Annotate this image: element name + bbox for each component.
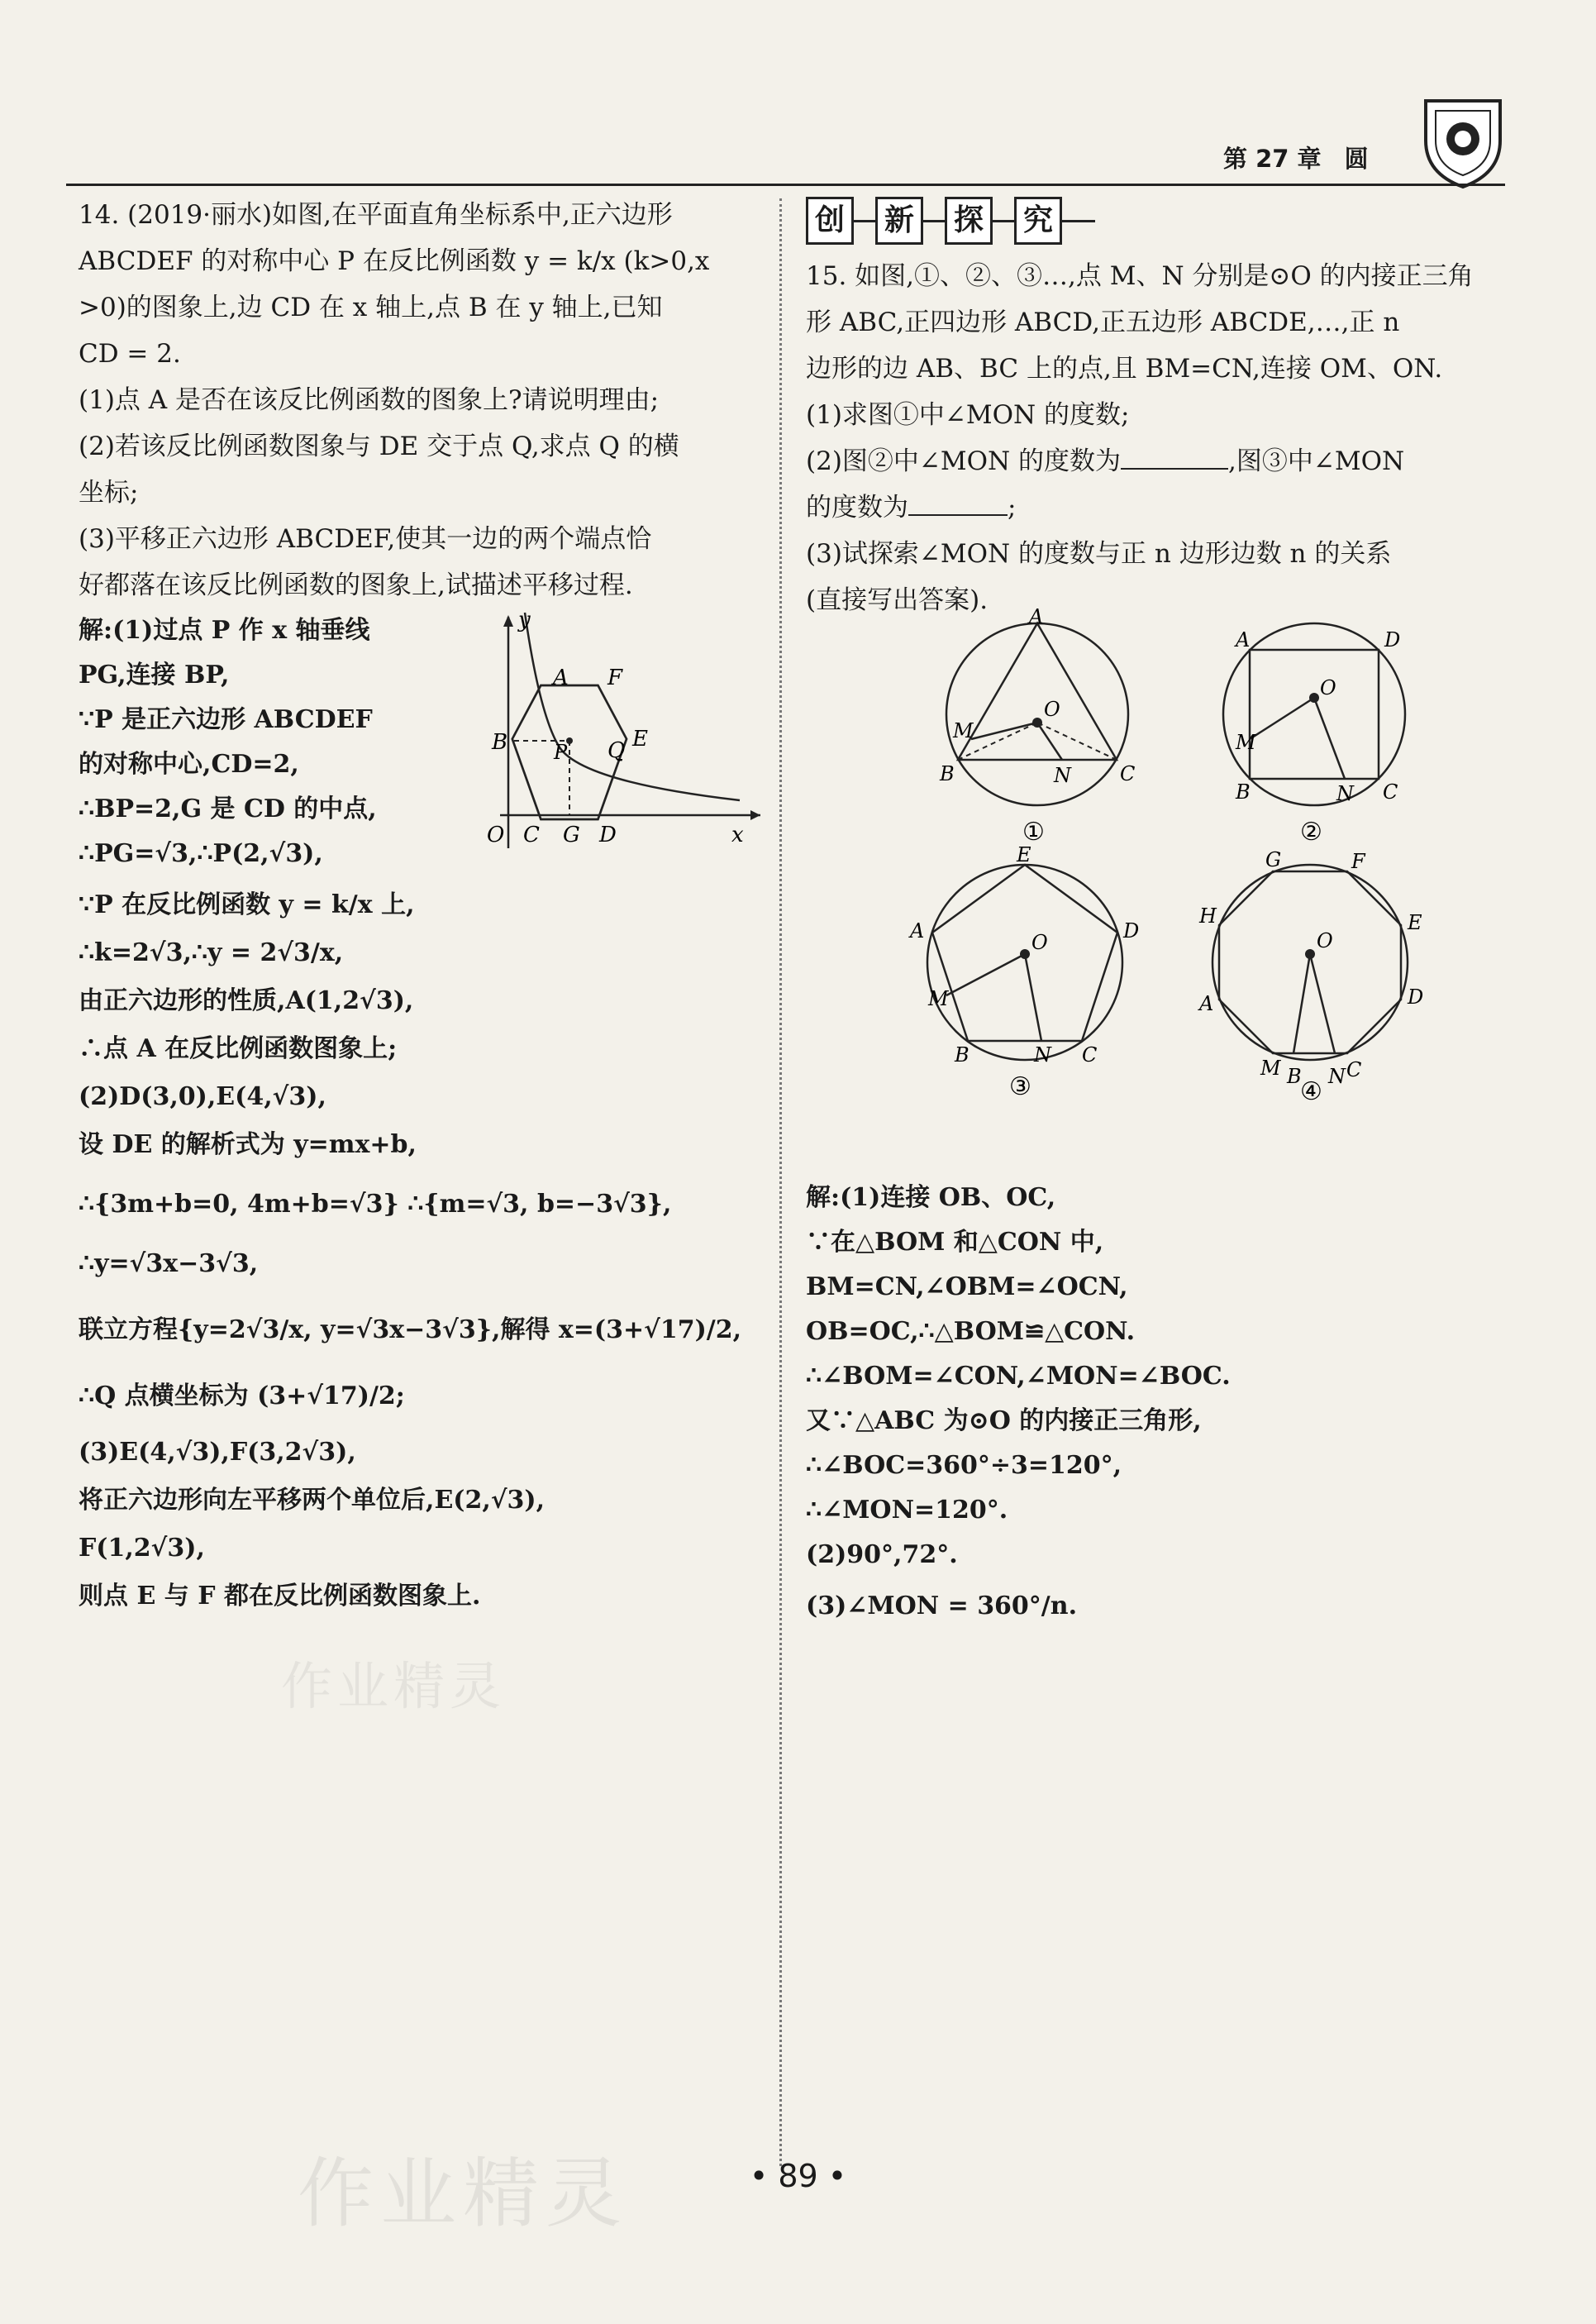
fig14-label: D — [599, 823, 617, 847]
svg-text:B: B — [1287, 1065, 1302, 1088]
fig14-label: C — [523, 823, 540, 847]
figure-pentagon — [908, 843, 1139, 1101]
figure-octagon — [1198, 848, 1423, 1106]
banner-connector — [993, 220, 1014, 222]
solution-line: ∵P 在反比例函数 y = k/x 上, — [79, 890, 415, 919]
solution-line: 又∵△ABC 为⊙O 的内接正三角形, — [806, 1406, 1202, 1435]
q14-line: 坐标; — [79, 478, 139, 508]
svg-text:E: E — [1408, 911, 1422, 934]
q15-text: ; — [1008, 493, 1017, 523]
svg-text:D: D — [1408, 985, 1424, 1009]
svg-text:C: C — [1383, 780, 1398, 804]
solution-line: 联立方程{y=2√3/x, y=√3x−3√3},解得 x=(3+√17)/2, — [79, 1315, 742, 1344]
figure-caption: ④ — [1300, 1077, 1322, 1106]
solution-line: 的对称中心,CD=2, — [79, 750, 299, 779]
figure-triangle — [939, 605, 1135, 847]
solution-line: OB=OC,∴△BOM≌△CON. — [806, 1317, 1136, 1346]
q14-solution-part2 — [79, 881, 765, 1620]
svg-text:M: M — [928, 987, 949, 1010]
publisher-emblem-icon — [1417, 91, 1508, 190]
chapter-number: 第 27 章 — [1223, 145, 1322, 173]
svg-text:O: O — [1320, 676, 1336, 699]
q14-line: >0)的图象上,边 CD 在 x 轴上,点 B 在 y 轴上,已知 — [79, 293, 663, 322]
answer-blank — [908, 489, 1008, 516]
fig14-label: y — [518, 608, 531, 632]
svg-text:C: C — [1082, 1043, 1098, 1067]
svg-text:A: A — [910, 919, 925, 942]
svg-text:B: B — [940, 762, 955, 785]
chapter-header — [1223, 141, 1384, 174]
svg-text:B: B — [1236, 780, 1251, 804]
q14-solution-part1 — [79, 608, 442, 876]
solution-line: ∴点 A 在反比例函数图象上; — [79, 1034, 398, 1063]
q14-part2: (2)若该反比例函数图象与 DE 交于点 Q,求点 Q 的横 — [79, 432, 679, 461]
innovation-banner — [806, 192, 1508, 250]
watermark-bottom: 作业精灵 — [298, 2150, 629, 2238]
fig14-label: G — [563, 823, 580, 847]
solution-line: F(1,2√3), — [79, 1534, 205, 1563]
fig14-label: Q — [607, 738, 626, 763]
fig14-label: B — [492, 730, 508, 755]
svg-text:E: E — [1017, 843, 1031, 866]
solution-line: PG,连接 BP, — [79, 661, 230, 690]
polygon-circle-figures — [806, 605, 1508, 1152]
solution-line: 由正六边形的性质,A(1,2√3), — [79, 986, 414, 1015]
solution-line: ∴k=2√3,∴y = 2√3/x, — [79, 938, 344, 967]
solution-line: (2)D(3,0),E(4,√3), — [79, 1082, 326, 1111]
fig14-label: F — [607, 666, 623, 690]
banner-char: 探 — [945, 197, 993, 245]
banner-char: 究 — [1014, 197, 1062, 245]
svg-text:C: C — [1120, 762, 1136, 785]
svg-text:A: A — [1029, 605, 1044, 628]
question-14 — [79, 192, 765, 1620]
fig14-label: P — [554, 741, 568, 764]
banner-char: 新 — [875, 197, 923, 245]
q14-part3: (3)平移正六边形 ABCDEF,使其一边的两个端点恰 — [79, 524, 652, 554]
solution-line: ∴∠BOM=∠CON,∠MON=∠BOC. — [806, 1362, 1231, 1391]
solution-line: 设 DE 的解析式为 y=mx+b, — [79, 1130, 417, 1159]
svg-text:O: O — [1031, 931, 1048, 954]
svg-text:O: O — [1044, 698, 1060, 721]
banner-connector — [923, 220, 945, 222]
svg-text:B: B — [955, 1043, 970, 1067]
svg-text:A: A — [1236, 628, 1251, 651]
banner-char: 创 — [806, 197, 854, 245]
figure-caption: ② — [1300, 818, 1322, 847]
figure-caption: ① — [1022, 818, 1045, 847]
svg-text:M: M — [1260, 1057, 1281, 1080]
svg-text:N: N — [1336, 782, 1354, 805]
solution-line: (3)E(4,√3),F(3,2√3), — [79, 1438, 356, 1467]
figure-square — [1223, 623, 1405, 847]
solution-line: ∴PG=√3,∴P(2,√3), — [79, 839, 323, 868]
header-rule — [66, 184, 1505, 186]
column-divider — [779, 198, 782, 2166]
svg-text:D: D — [1123, 919, 1140, 942]
svg-text:H: H — [1199, 904, 1217, 928]
svg-text:M: M — [953, 719, 974, 742]
q14-line: ABCDEF 的对称中心 P 在反比例函数 y = k/x (k>0,x — [79, 246, 710, 276]
q14-line: 好都落在该反比例函数的图象上,试描述平移过程. — [79, 570, 633, 600]
fig14-label: x — [731, 823, 744, 847]
solution-line: 解:(1)连接 OB、OC, — [806, 1183, 1056, 1212]
solution-line: ∴Q 点横坐标为 (3+√17)/2; — [79, 1382, 405, 1410]
fig14-label: E — [632, 727, 648, 752]
solution-line: (2)90°,72°. — [806, 1540, 958, 1569]
svg-text:F: F — [1351, 850, 1365, 873]
solution-line: ∵P 是正六边形 ABCDEF — [79, 705, 373, 734]
svg-text:G: G — [1265, 848, 1282, 871]
chapter-title: 圆 — [1344, 145, 1369, 173]
q15-part3: (3)试探索∠MON 的度数与正 n 边形边数 n 的关系 — [806, 539, 1392, 569]
page-number: • 89 • — [749, 2158, 847, 2194]
q15-line — [806, 484, 1508, 531]
q15-solution — [806, 1176, 1508, 1629]
svg-text:C: C — [1346, 1058, 1362, 1081]
banner-connector — [854, 220, 875, 222]
solution-line: ∵在△BOM 和△CON 中, — [806, 1228, 1104, 1257]
hexagon-coordinate-figure — [467, 608, 765, 857]
solution-line: BM=CN,∠OBM=∠OCN, — [806, 1272, 1128, 1301]
solution-line: (3)∠MON = 360°/n. — [806, 1591, 1078, 1620]
solution-line: ∴{3m+b=0, 4m+b=√3} ∴{m=√3, b=−3√3}, — [79, 1190, 672, 1219]
q15-text: (2)图②中∠MON 的度数为 — [806, 446, 1122, 476]
q15-line: 形 ABC,正四边形 ABCD,正五边形 ABCDE,…,正 n — [806, 308, 1400, 337]
answer-blank — [1121, 443, 1228, 470]
watermark-mid: 作业精灵 — [281, 1656, 507, 1716]
solution-line: 将正六边形向左平移两个单位后,E(2,√3), — [79, 1486, 545, 1515]
fig14-label: A — [553, 666, 569, 690]
solution-line: ∴y=√3x−3√3, — [79, 1249, 259, 1278]
figure-caption: ③ — [1009, 1072, 1031, 1101]
q14-line: 14. (2019·丽水)如图,在平面直角坐标系中,正六边形 — [79, 200, 673, 230]
q15-part2 — [806, 438, 1508, 484]
svg-text:D: D — [1384, 628, 1401, 651]
svg-text:M: M — [1236, 731, 1256, 754]
q15-text: ,图③中∠MON — [1228, 446, 1405, 476]
q15-text: 的度数为 — [806, 493, 908, 523]
q15-line: 边形的边 AB、BC 上的点,且 BM=CN,连接 OM、ON. — [806, 354, 1443, 384]
solution-line: 则点 E 与 F 都在反比例函数图象上. — [79, 1582, 481, 1611]
solution-line: ∴∠BOC=360°÷3=120°, — [806, 1451, 1122, 1480]
solution-line: ∴∠MON=120°. — [806, 1496, 1008, 1525]
solution-line: 解:(1)过点 P 作 x 轴垂线 — [79, 616, 370, 645]
q15-line: (直接写出答案). — [806, 585, 989, 615]
svg-text:A: A — [1199, 992, 1214, 1015]
q15-line: 15. 如图,①、②、③…,点 M、N 分别是⊙O 的内接正三角 — [806, 261, 1474, 291]
question-15 — [806, 192, 1508, 1629]
q14-line: CD = 2. — [79, 339, 181, 369]
solution-line: ∴BP=2,G 是 CD 的中点, — [79, 795, 377, 823]
svg-text:N: N — [1054, 764, 1071, 787]
q15-part1: (1)求图①中∠MON 的度数; — [806, 400, 1130, 430]
banner-connector — [1062, 220, 1095, 222]
fig14-label: O — [487, 823, 505, 847]
q14-solution-with-figure — [79, 608, 765, 881]
svg-text:N: N — [1328, 1065, 1346, 1088]
svg-text:O: O — [1317, 929, 1333, 952]
q14-part1: (1)点 A 是否在该反比例函数的图象上?请说明理由; — [79, 385, 660, 415]
svg-text:N: N — [1034, 1043, 1051, 1067]
